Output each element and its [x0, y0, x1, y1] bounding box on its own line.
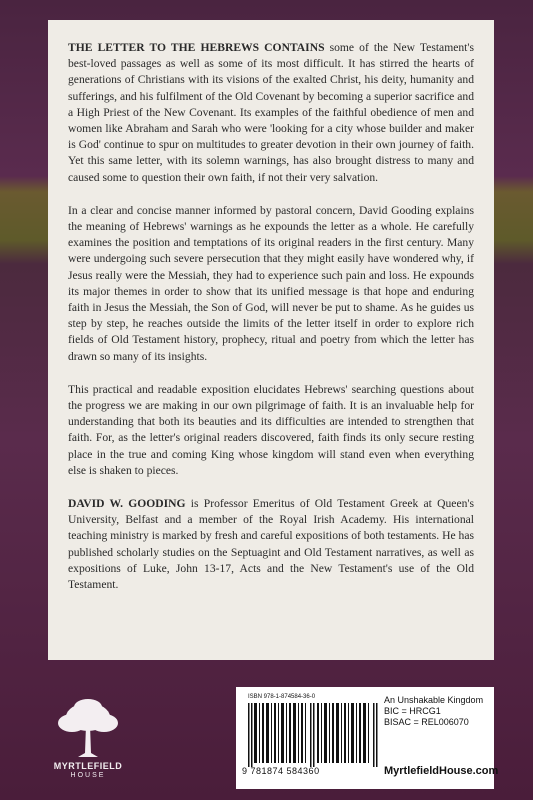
- blurb-paragraph-3: This practical and readable exposition elucidates Hebrews' searching questions about the progress we are making in our own pilgrimage of faith. It is an invaluable help for understanding that both its beauties and its difficulties are intended to strengthen that faith. For, as the letter's original readers discovered, faith finds its only secure resting place in the true and coming King whose kingdom will stand even when everything else is shaken to pieces.: [68, 382, 474, 477]
- barcode-bars: [248, 703, 378, 767]
- tree-icon: [48, 695, 128, 761]
- book-title: An Unshakable Kingdom: [384, 695, 484, 705]
- blurb-lead-heading: THE LETTER TO THE HEBREWS CONTAINS: [68, 41, 325, 54]
- blurb-paragraph-1: [68, 40, 474, 186]
- barcode-digits: 9 781874 584360: [242, 766, 320, 776]
- bic-code: BIC = HRCG1: [384, 706, 441, 716]
- blurb-text-1: some of the New Testament's best-loved passages as well as some of its most difficult. It has stirred the hearts of generations of Christians with its visions of the exalted Christ, his deity, humanity and sufferings, and his fulfilment of the Old Covenant by becoming a superior sacrifice and a High Priest of the New Covenant. Its examples of the faithful obedience of men and women like Abraham and Sarah who were 'looking for a city whose builder and maker is God' continue to spur on multitudes to greater devotion in their own journey of faith. Yet this same letter, with its solemn warnings, has also brought distress to many and caused some to question their own faith, if not their very salvation.: [68, 41, 474, 184]
- author-bio-paragraph: [68, 496, 474, 593]
- blurb-paragraph-2: In a clear and concise manner informed by pastoral concern, David Gooding explains the meaning of Hebrews' warnings as he expounds the letter as a whole. He carefully examines the position and temptations of its original readers in the first century. Many were undergoing such severe persecution that they might easily have wondered why, if Jesus really were the Messiah, they had to experience such pain and loss. He expounds its major themes in order to show that its unified message is that hope and enduring faith in Jesus the Messiah, the Son of God, will never be put to shame. As he guides us step by step, he reaches outside the limits of the letter itself in order to explore rich fields of Old Testament history, prophecy, ritual and poetry from which the letter has drawn so many of its insights.: [68, 203, 474, 363]
- isbn-label: ISBN 978-1-874584-36-0: [248, 694, 316, 700]
- author-name: DAVID W. GOODING: [68, 497, 186, 511]
- publisher-website: MyrtlefieldHouse.com: [384, 765, 499, 777]
- publisher-logo: [48, 695, 128, 785]
- publisher-name: MYRTLEFIELD: [53, 761, 123, 771]
- bisac-code: BISAC = REL006070: [384, 717, 469, 727]
- back-cover-blurb-panel: [48, 20, 494, 660]
- book-metadata: [384, 695, 483, 728]
- barcode-box: [236, 687, 499, 789]
- publisher-name-line2: HOUSE: [70, 772, 106, 779]
- author-bio-text: is Professor Emeritus of Old Testament Greek at Queen's University, Belfast and a member of the Royal Irish Academy. His international teaching ministry is marked by fresh and careful expositions of both testaments. He has published scholarly studies on the Septuagint and Old Testament narratives, as well as expositions of Luke, John 13-17, Acts and the New Testament's use of the Old Testament.: [68, 497, 474, 592]
